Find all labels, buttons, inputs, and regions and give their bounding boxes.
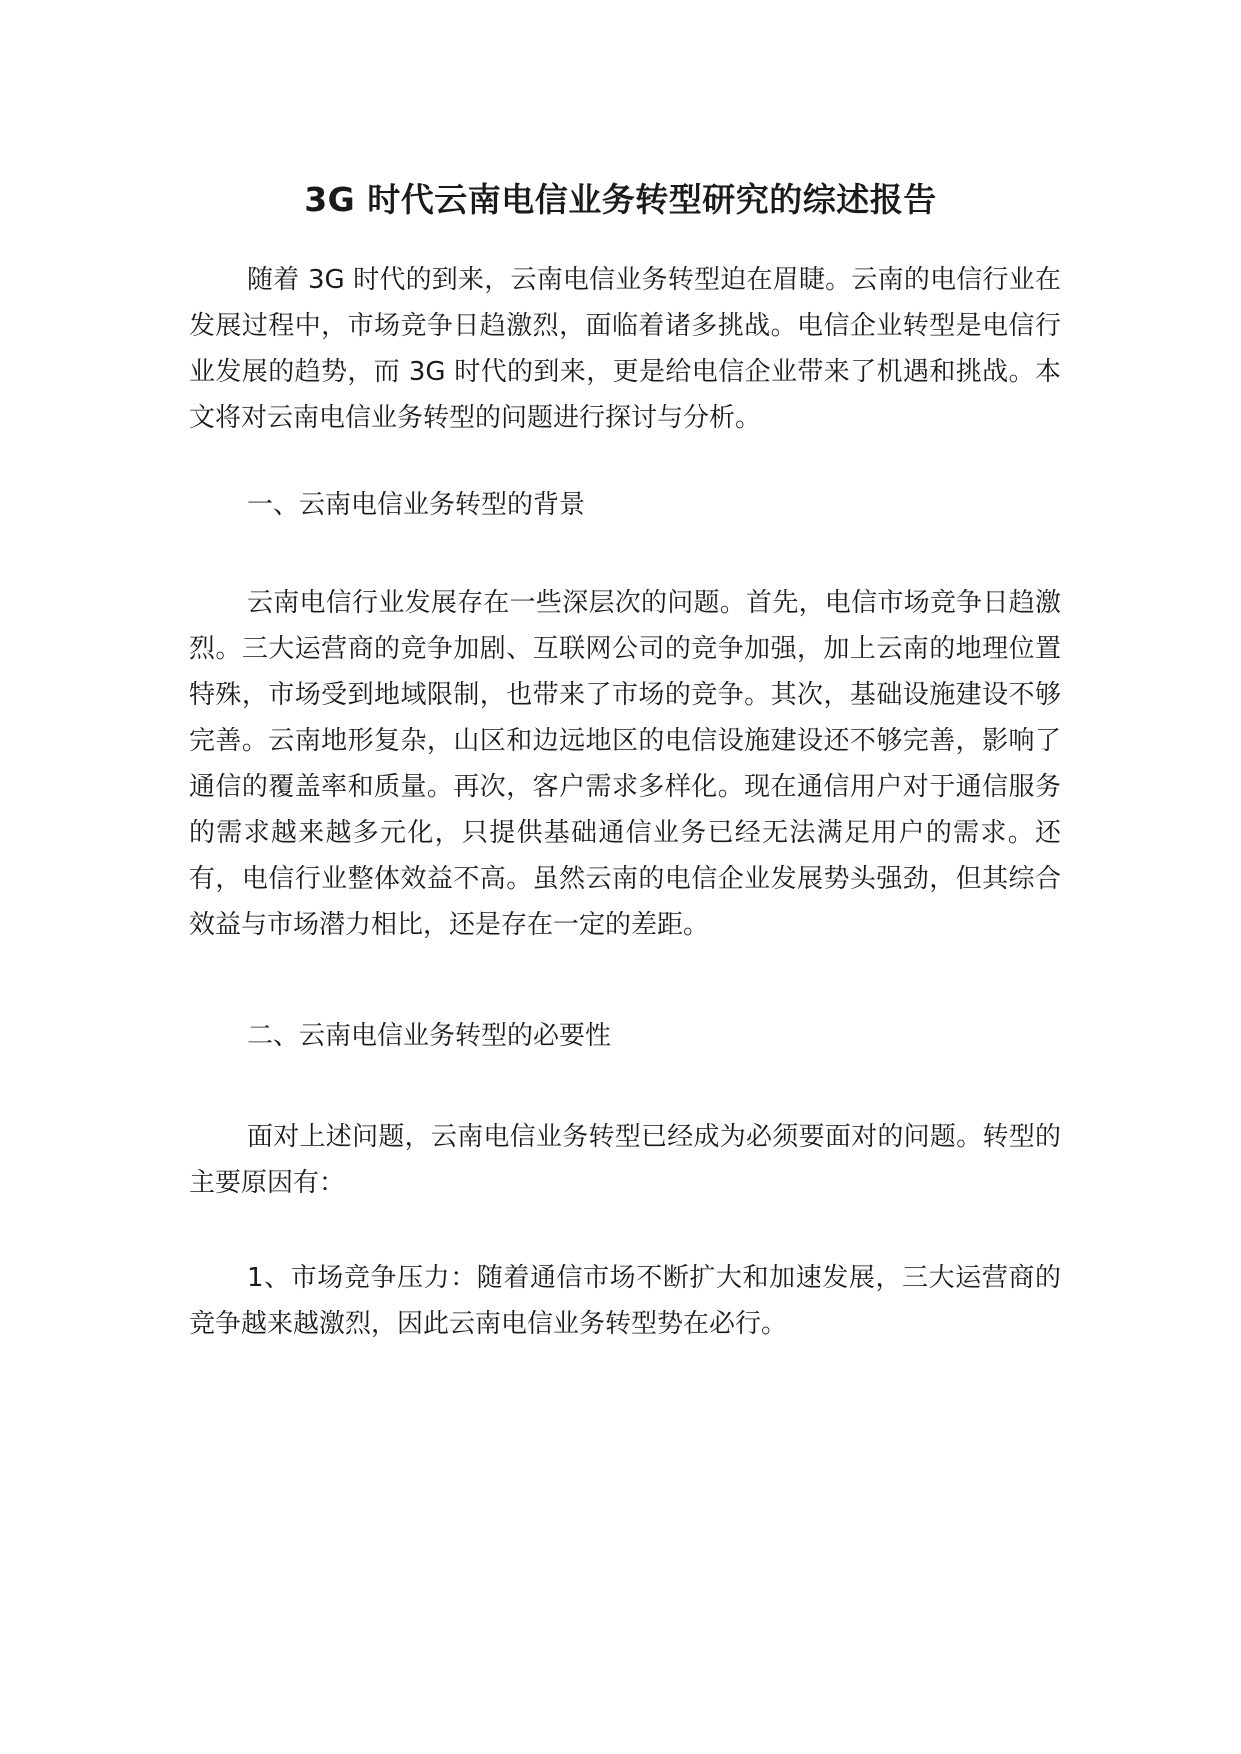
necessity-paragraph: 面对上述问题，云南电信业务转型已经成为必须要面对的问题。转型的主要原因有： bbox=[189, 1122, 1061, 1198]
section-heading-background: 一、云南电信业务转型的背景 bbox=[247, 490, 586, 520]
section-heading-necessity: 二、云南电信业务转型的必要性 bbox=[247, 1021, 612, 1051]
reason-item-1: 1、市场竞争压力：随着通信市场不断扩大和加速发展，三大运营商的竞争越来越激烈，因此云南电信业务转型势在必行。 bbox=[189, 1263, 1061, 1339]
background-paragraph: 云南电信行业发展存在一些深层次的问题。首先，电信市场竞争日趋激烈。三大运营商的竞争加剧、互联网公司的竞争加强，加上云南的地理位置特殊，市场受到地域限制，也带来了市场的竞争。其次，基础设施建设不够完善。云南地形复杂，山区和边远地区的电信设施建设还不够完善，影响了通信的覆盖率和质量。再次，客户需求多样化。现在通信用户对于通信服务的需求越来越多元化，只提供基础通信业务已经无法满足用户的需求。还有，电信行业整体效益不高。虽然云南的电信企业发展势头强劲，但其综合效益与市场潜力相比，还是存在一定的差距。 bbox=[189, 588, 1061, 940]
intro-paragraph: 随着 3G 时代的到来，云南电信业务转型迫在眉睫。云南的电信行业在发展过程中，市场竞争日趋激烈，面临着诸多挑战。电信企业转型是电信行业发展的趋势，而 3G 时代的到来，更是给电信企业带来了机遇和挑战。本文将对云南电信业务转型的问题进行探讨与分析。 bbox=[189, 265, 1061, 433]
document-title: 3G 时代云南电信业务转型研究的综述报告 bbox=[304, 180, 937, 219]
